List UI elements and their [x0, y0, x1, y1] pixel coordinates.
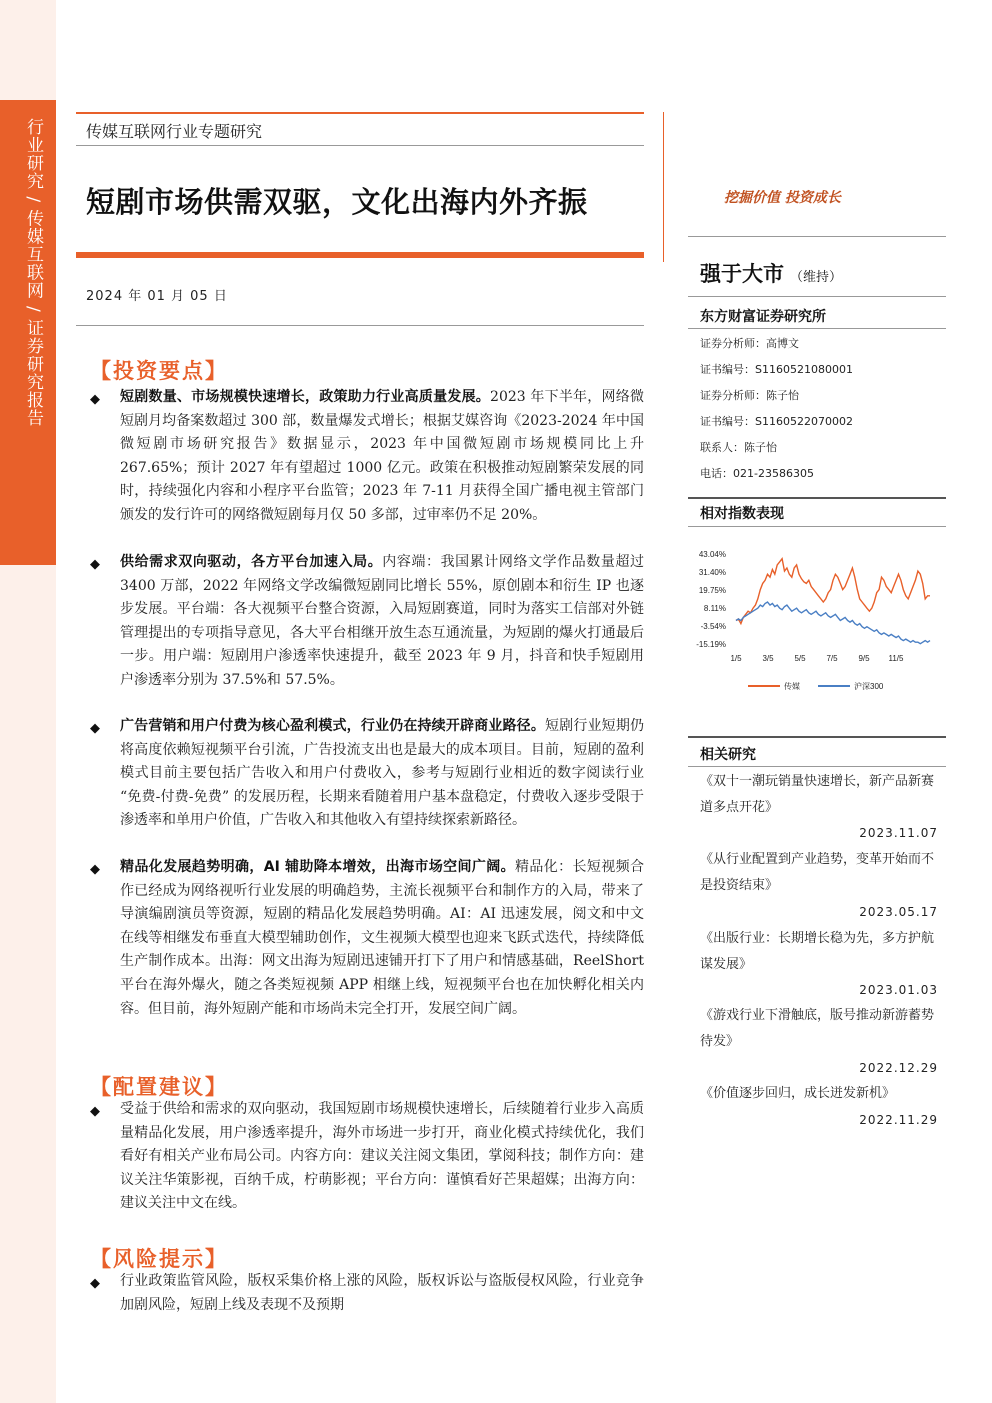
bullet-icon: ◆ [90, 1276, 100, 1291]
related-report-title[interactable]: 《从行业配置到产业趋势，变革开始而不是投资结束》 [700, 852, 935, 893]
related-report-title[interactable]: 《双十一潮玩销量快速增长，新产品新赛道多点开花》 [700, 774, 935, 815]
y-tick-label: 43.04% [698, 550, 726, 559]
point-body: 2023 年下半年，网络微短剧月均备案数超过 300 部，数量爆发式增长；根据艾媒咨询《2023-2024 年中国微短剧市场研究报告》数据显示，2023 年中国微短剧市场规模同比上升 267.65%；预计 2027 年有望超过 1000 亿元。政策在积极推动短剧繁荣发展的同时，持续强化内容和小程序平台监管；2023 年 7-11 月获得全国广播电视主管部门颁发的发行许可的网络微短剧每月仅 50 多部，过审率仍不足 20%。 [120, 389, 644, 523]
date-rule [76, 325, 644, 326]
institute-rule [688, 296, 946, 297]
y-tick-label: 19.75% [698, 586, 726, 595]
sidebar [0, 0, 56, 1403]
legend-label: 沪深300 [854, 682, 884, 691]
x-tick-label: 5/5 [794, 654, 806, 663]
institute: 东方财富证券研究所 [700, 309, 826, 325]
point-lead: 广告营销和用户付费为核心盈利模式，行业仍在持续开辟商业路径。 [120, 718, 545, 734]
x-tick-label: 11/5 [888, 654, 904, 663]
x-tick-label: 1/5 [730, 654, 742, 663]
point-lead: 精品化发展趋势明确，AI 辅助降本增效，出海市场空间广阔。 [120, 859, 516, 875]
section-heading-allocation: 【配置建议】 [90, 1075, 228, 1099]
header-divider [663, 112, 664, 262]
sidebar-category: 行业研究 / 传媒互联网 / 证券研究报告 [23, 118, 43, 428]
related-title-rule [688, 766, 946, 767]
rating-rule [688, 236, 946, 237]
bullet-icon: ◆ [90, 557, 100, 572]
bullet-icon: ◆ [90, 392, 100, 407]
investment-point [120, 715, 644, 833]
related-report-title[interactable]: 《价值逐步回归，成长迸发新机》 [700, 1086, 896, 1101]
related-report-date: 2023.01.03 [859, 983, 938, 997]
report-date: 2024 年 01 月 05 日 [86, 289, 228, 304]
related-report-date: 2022.11.29 [859, 1113, 938, 1127]
investment-point [120, 386, 644, 528]
analyst-rule [688, 328, 946, 329]
chart-title-rule [688, 526, 946, 527]
chart-top-rule [688, 497, 946, 499]
rating [700, 258, 842, 288]
related-report-date: 2023.05.17 [859, 905, 938, 919]
risk-text: 行业政策监管风险，版权采集价格上涨的风险，版权诉讼与盗版侵权风险，行业竞争加剧风险，短剧上线及表现不及预期 [120, 1273, 644, 1313]
x-tick-label: 7/5 [826, 654, 838, 663]
series-line [736, 559, 930, 624]
x-tick-label: 9/5 [858, 654, 870, 663]
related-title: 相关研究 [700, 747, 756, 763]
investment-point [120, 551, 644, 693]
top-rule [76, 112, 644, 114]
report-series: 传媒互联网行业专题研究 [86, 122, 263, 141]
x-tick-label: 3/5 [762, 654, 774, 663]
point-body: 精品化：长短视频合作已经成为网络视听行业发展的明确趋势，主流长视频平台和制作方的入局，带来了导演编剧演员等资源，短剧的精品化发展趋势明确。AI：AI 迅速发展，阅文和中文在线等相继发布垂直大模型辅助创作，文生视频大模型也迎来飞跃式迭代，持续降低生产制作成本。出海：网文出海为短剧迅速铺开打下了用户和情感基础，ReelShort 平台在海外爆火，随之各类短视频 APP 相继上线，短视频平台也在加快孵化相关内容。但目前，海外短剧产能和市场尚未完全打开，发展空间广阔。 [120, 859, 645, 1017]
analyst-line: 证券分析师：陈子怡 [700, 389, 799, 402]
title-rule [76, 252, 644, 258]
investment-point [120, 856, 644, 1021]
point-lead: 供给需求双向驱动，各方平台加速入局。 [120, 554, 383, 570]
chart-title: 相对指数表现 [700, 506, 784, 522]
related-report-date: 2022.12.29 [859, 1061, 938, 1075]
analyst-line: 联系人：陈子怡 [700, 441, 777, 454]
series-rule [76, 145, 644, 146]
analyst-line: 电话：021-23586305 [700, 467, 814, 480]
analyst-line: 证书编号：S1160522070002 [700, 415, 853, 428]
y-tick-label: -3.54% [700, 622, 726, 631]
related-report-date: 2023.11.07 [859, 826, 938, 840]
analyst-line: 证券分析师：高博文 [700, 337, 799, 350]
bullet-icon: ◆ [90, 862, 100, 877]
related-report-title[interactable]: 《出版行业：长期增长稳为先，多方护航谋发展》 [700, 931, 935, 972]
report-title: 短剧市场供需双驱，文化出海内外齐振 [86, 185, 588, 219]
point-lead: 短剧数量、市场规模快速增长，政策助力行业高质量发展。 [120, 389, 491, 405]
analyst-line: 证书编号：S1160521080001 [700, 363, 853, 376]
y-tick-label: 31.40% [698, 568, 726, 577]
point-body: 短剧行业短期仍将高度依赖短视频平台引流，广告投流支出也是最大的成本项目。目前，短剧的盈利模式目前主要包括广告收入和用户付费收入，参考与短剧行业相近的数字阅读行业 “免费-付费-免费” 的发展历程，长期来看随着用户基本盘稳定，付费收入逐步受限于渗透率和单用户价值，广告收入和其他收入有望持续探索新路径。 [120, 718, 644, 829]
rating-label: 强于大市 [700, 262, 784, 286]
rating-note: （维持） [790, 270, 843, 285]
allocation-text: 受益于供给和需求的双向驱动，我国短剧市场规模快速增长，后续随着行业步入高质量精品化发展，用户渗透率提升，海外市场进一步打开，商业化模式持续优化，我们看好有相关产业布局公司。内容方向：建议关注阅文集团，掌阅科技；制作方向：建议关注华策影视，百纳千成，柠萌影视；平台方向：谨慎看好芒果超媒；出海方向：建议关注中文在线。 [120, 1101, 644, 1212]
relative-index-chart [690, 540, 940, 700]
series-line [736, 602, 930, 644]
y-tick-label: -15.19% [696, 640, 726, 649]
bullet-icon: ◆ [90, 721, 100, 736]
legend-label: 传媒 [784, 682, 800, 691]
related-report-title[interactable]: 《游戏行业下滑触底，版号推动新游蓄势待发》 [700, 1008, 935, 1049]
point-body: 内容端：我国累计网络文学作品数量超过 3400 万部，2022 年网络文学改编微短剧同比增长 55%，原创剧本和衍生 IP 也逐步发展。平台端：各大视频平台整合资源，入局短剧赛道，同时为落实工信部对外链管理提出的专项指导意见，各大平台相继开放生态互通流量，为短剧的爆火打通最后一步。用户端：短剧用户渗透率快速提升，截至 2023 年 9 月，抖音和快手短剧用户渗透率分别为 37.5%和 57.5%。 [120, 554, 645, 688]
section-heading-investment: 【投资要点】 [90, 359, 228, 383]
related-top-rule [688, 736, 946, 738]
section-heading-risk: 【风险提示】 [90, 1247, 228, 1271]
bullet-icon: ◆ [90, 1104, 100, 1119]
y-tick-label: 8.11% [703, 604, 726, 613]
slogan: 挖掘价值 投资成长 [724, 190, 841, 206]
